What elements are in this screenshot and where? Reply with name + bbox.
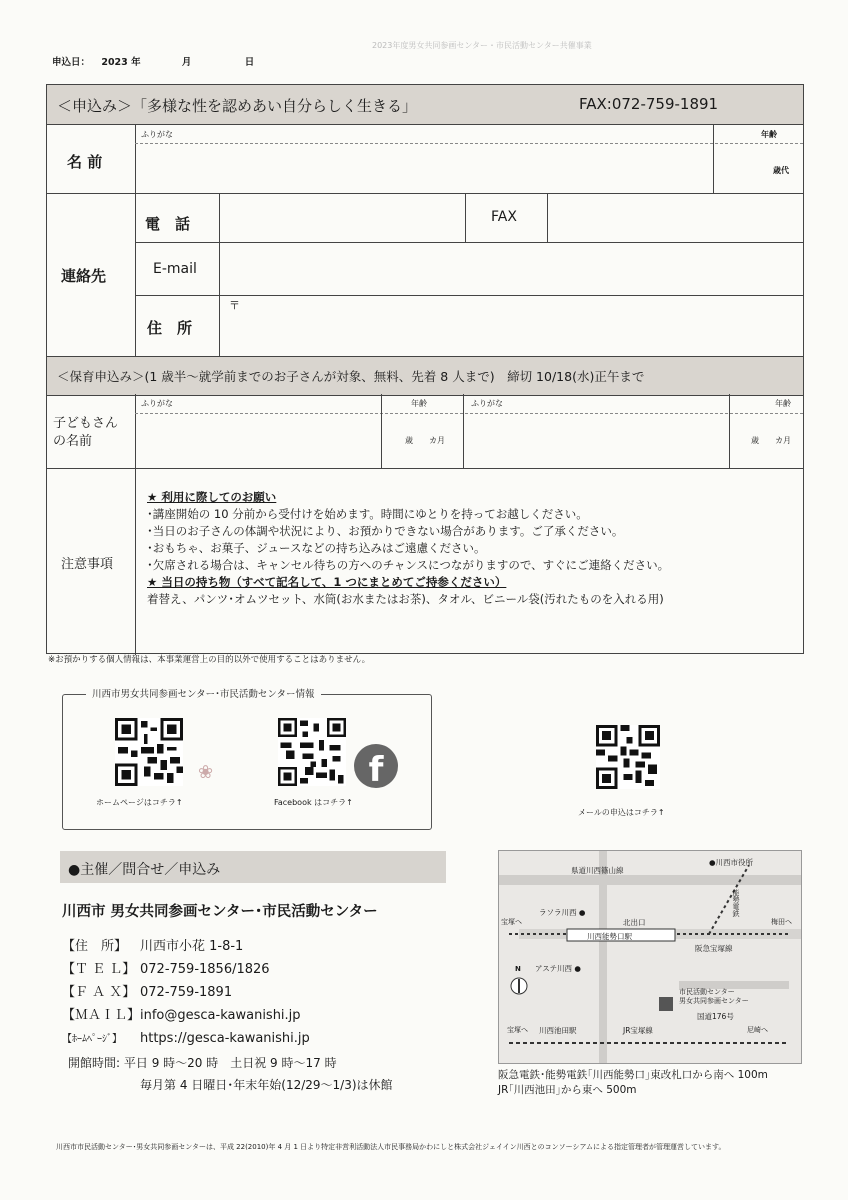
application-form [46, 84, 804, 654]
email-label: E-mail [153, 261, 197, 277]
access-map: 県道川西篠山線 ●川西市役所 ラソラ川西 ● 北出口 川西能勢口駅 阪急宝塚線 梅田へ 宝塚へ アステ川西 ● 市民活動センター 男女共同参画センター 国道176号 川西池田駅 JR宝塚線 宝塚へ 尼崎へ 能勢電鉄 N [498, 850, 802, 1064]
child2-name-input[interactable] [467, 416, 725, 464]
note-item: ･欠席される場合は、キャンセル待ちの方へのチャンスにつながりますので、すぐにご連絡ください。 [147, 558, 670, 572]
age-label: 年齢 [761, 130, 777, 139]
notes-title: ★ 利用に際してのお願い [147, 490, 277, 504]
childcare-title: ＜保育申込み＞(1 歳半～就学前までのお子さんが対象、無料、先着 8 人まで) 締切 10/18(水)正午まで [57, 369, 645, 384]
organizer-section-title: ●主催／問合せ／申込み [68, 862, 221, 878]
mail-qr-code[interactable] [596, 725, 660, 789]
email-input[interactable] [223, 246, 799, 292]
postal-mark: 〒 [229, 299, 240, 312]
footer-note: 川西市市民活動センター･男女共同参画センターは、平成 22(2010)年 4 月 1 日より特定非営利活動法人市民事務局かわにしと株式会社ジェイイン川西とのコンソーシアムによる指定管理者が管理運営しています。 [56, 1143, 726, 1151]
organizer-mail: info@gesca-kawanishi.jp [140, 1008, 301, 1023]
date-day: 日 [244, 57, 255, 68]
privacy-note: ※お預かりする個人情報は、本事業運営上の目的以外で使用することはありません。 [48, 655, 371, 665]
note-item: ･当日のお子さんの体調や状況により、お預かりできない場合があります。ご了承ください。 [147, 524, 624, 538]
homepage-caption: ホームページはコチラ↑ [96, 798, 183, 807]
tel-label: 電 話 [145, 215, 191, 233]
facebook-icon[interactable]: f [354, 744, 398, 788]
note-item: ･おもちゃ、お菓子、ジュースなどの持ち込みはご遠慮ください。 [147, 541, 486, 555]
childcare-title-bar [47, 356, 803, 396]
organizer-tel: 072-759-1856/1826 [140, 962, 270, 977]
flower-decoration-icon: ❀ [198, 762, 214, 783]
organizer-name: 川西市 男女共同参画センター･市民活動センター [62, 904, 378, 920]
fax-input[interactable] [551, 197, 799, 239]
organizer-section-bar [60, 851, 446, 883]
organizer-address: 川西市小花 1-8-1 [140, 939, 244, 954]
name-furigana-label: ふりがな [141, 130, 173, 139]
form-title-bar [47, 85, 803, 125]
notes-block [147, 489, 669, 608]
age-input[interactable] [717, 145, 767, 189]
form-title: ＜申込み＞「多様な性を認めあい自分らしく生きる」 [57, 97, 418, 115]
child2-age-unit: 歳 カ月 [751, 436, 791, 445]
child2-age-label: 年齢 [775, 399, 791, 408]
organizer-fax: 072-759-1891 [140, 985, 233, 1000]
faded-header: 2023年度男女共同参画センター・市民活動センター共催事業 [372, 41, 592, 50]
form-fax: FAX:072-759-1891 [579, 95, 719, 113]
date-month: 月 [181, 57, 192, 68]
bring-title: ★ 当日の持ち物（すべて記名して、1 つにまとめてご持参ください） [147, 575, 507, 589]
date-label: 申込日： [52, 57, 91, 68]
tel-input[interactable] [223, 197, 461, 239]
facebook-qr-code[interactable] [278, 718, 346, 786]
child1-age-unit: 歳 カ月 [405, 436, 445, 445]
child-name-label: 子どもさん の名前 [53, 416, 119, 449]
child2-furigana: ふりがな [471, 399, 503, 408]
date-year: 2023 年 [101, 57, 141, 68]
age-unit: 歳代 [773, 166, 789, 175]
contact-label: 連絡先 [61, 267, 107, 285]
child1-furigana: ふりがな [141, 399, 173, 408]
note-item: ･講座開始の 10 分前から受付けを始めます。時間にゆとりを持ってお越しください。 [147, 507, 588, 521]
address-input[interactable] [223, 299, 799, 353]
fax-label: FAX [491, 209, 517, 225]
name-label: 名 前 [67, 153, 103, 171]
name-input[interactable] [139, 145, 709, 189]
info-box-title: 川西市男女共同参画センター･市民活動センター情報 [86, 686, 321, 700]
application-date-line [52, 54, 254, 68]
mail-caption: メールの申込はコチラ↑ [578, 808, 665, 817]
map-caption: 阪急電鉄･能勢電鉄｢川西能勢口｣東改札口から南へ 100m JR｢川西池田｣から東へ 500m [498, 1069, 768, 1096]
notes-label: 注意事項 [61, 557, 114, 572]
opening-hours: 開館時間: 平日 9 時～20 時 土日祝 9 時～17 時 毎月第 4 日曜日･年末年始(12/29～1/3)は休館 [68, 1056, 393, 1092]
organizer-contact-list: 【住 所】 川西市小花 1-8-1 【Ｔ Ｅ Ｌ】 072-759-1856/1826 【Ｆ Ａ Ｘ】 072-759-1891 【ＭＡＩＬ】info@gesca-kawanishi.jp 【ﾎｰﾑﾍﾟｰｼﾞ】 https://gesca-kawanishi.jp [62, 939, 310, 1046]
bring-items: 着替え、パンツ･オムツセット、水筒(お水またはお茶)、タオル、ビニール袋(汚れたものを入れる用) [147, 592, 664, 606]
homepage-qr-code[interactable] [115, 718, 183, 786]
organizer-homepage: https://gesca-kawanishi.jp [140, 1031, 310, 1046]
child1-name-input[interactable] [139, 416, 377, 464]
facebook-caption: Facebook はコチラ↑ [274, 798, 353, 807]
child1-age-label: 年齢 [411, 399, 427, 408]
address-label: 住 所 [147, 319, 193, 337]
